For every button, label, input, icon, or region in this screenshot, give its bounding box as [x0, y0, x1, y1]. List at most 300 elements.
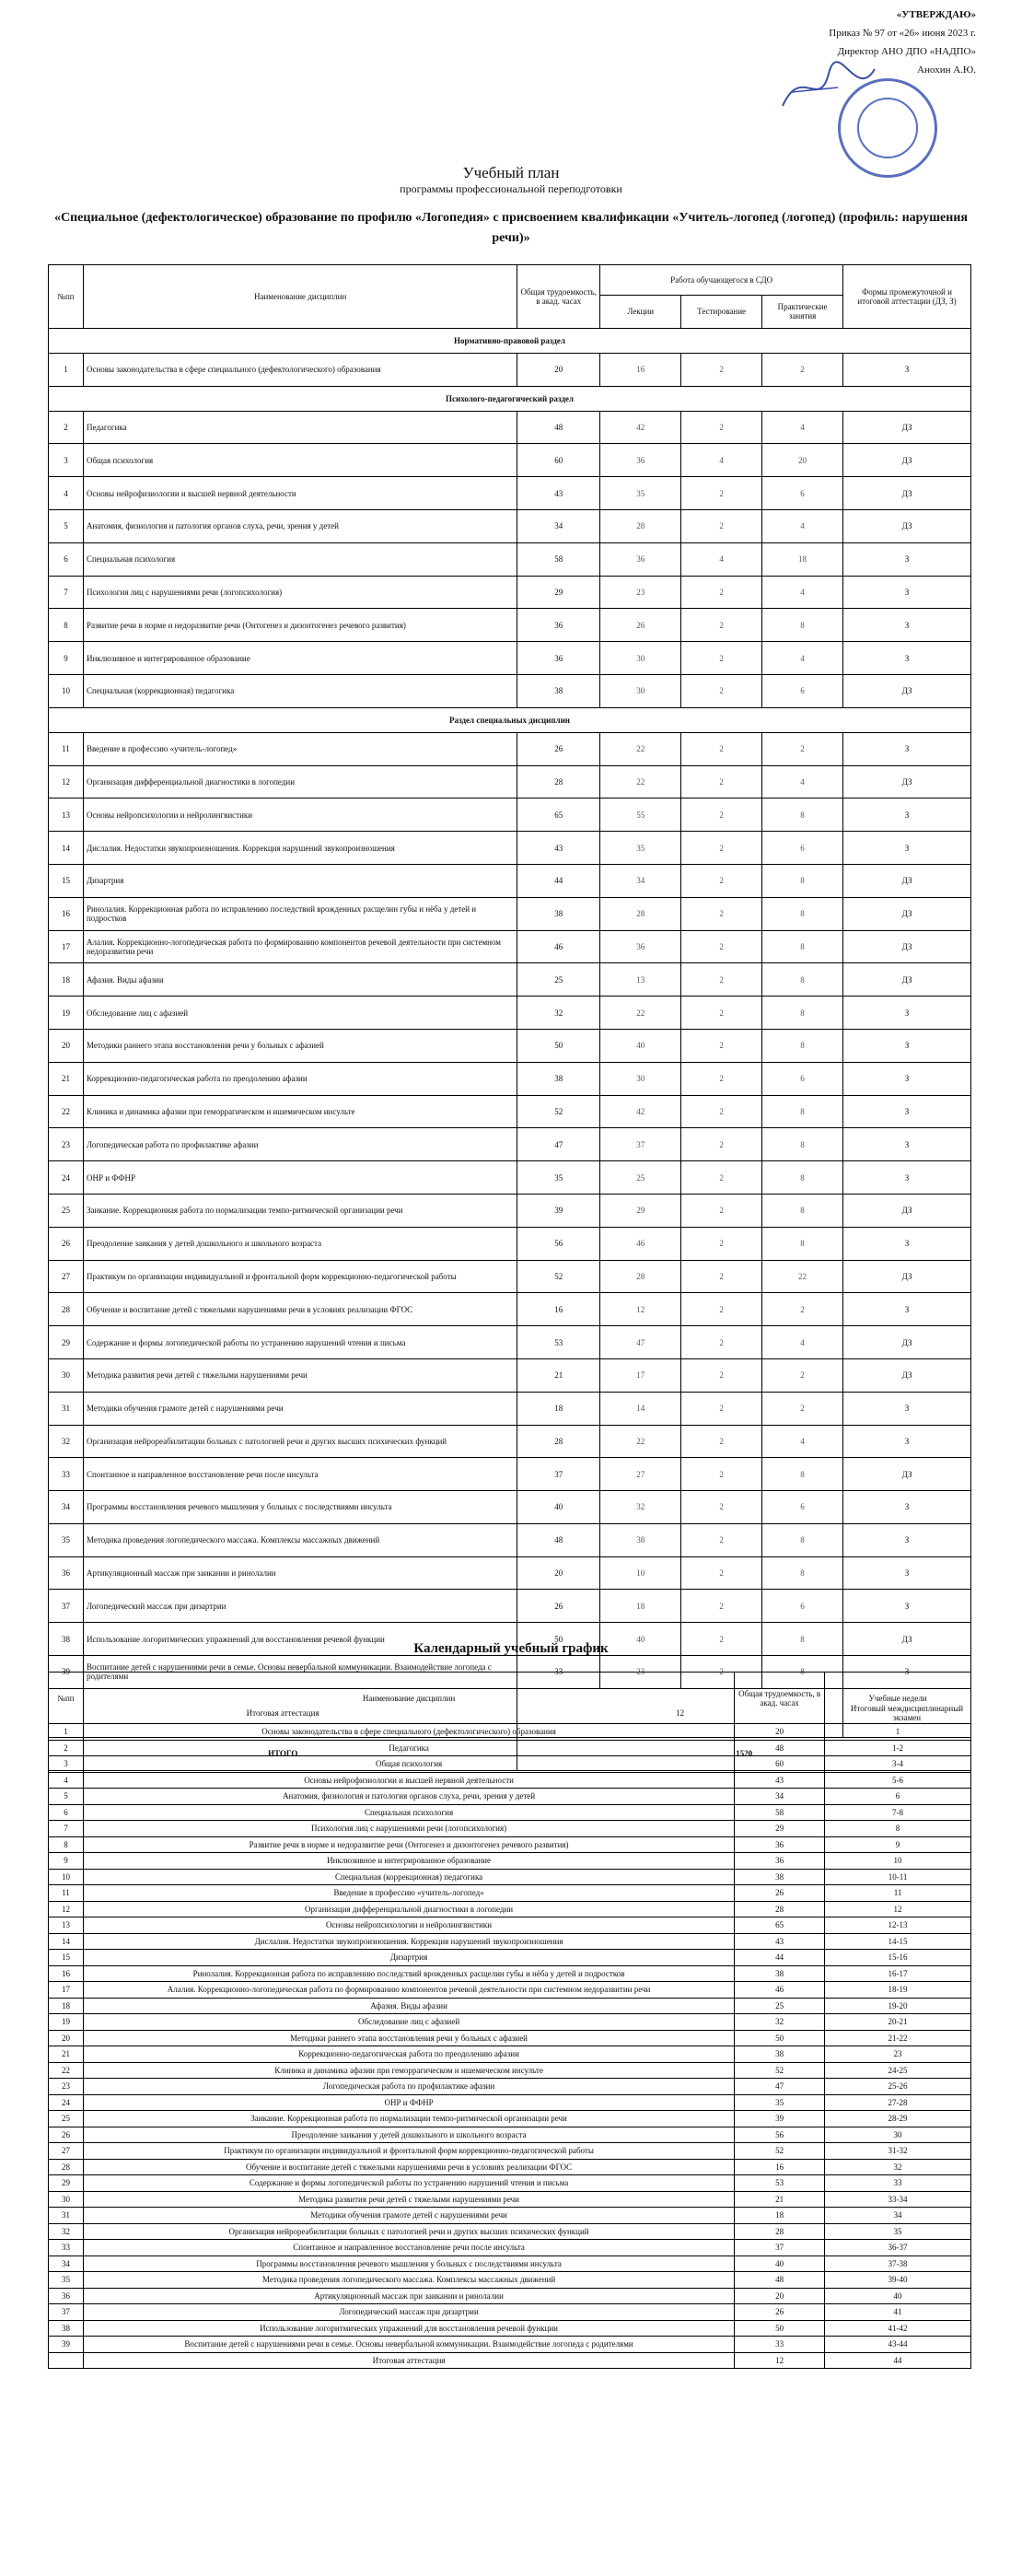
- practice-cell: 6: [762, 674, 843, 707]
- testing-cell: 2: [681, 1128, 762, 1161]
- discipline-name: Содержание и формы логопедической работы по устранению нарушений чтения и письма: [83, 1326, 517, 1359]
- weeks-cell: 8: [825, 1821, 971, 1837]
- header-hours: Общая трудоемкость, в акад. часах: [517, 265, 600, 329]
- lectures-cell: 17: [600, 1358, 681, 1392]
- row-number: 19: [49, 997, 84, 1030]
- discipline-name: Артикуляционный массаж при заикании и ринолалии: [83, 2288, 734, 2304]
- hours-cell: 53: [735, 2175, 825, 2192]
- discipline-name: Основы нейрофизиологии и высшей нервной деятельности: [83, 1772, 734, 1789]
- practice-cell: 18: [762, 542, 843, 576]
- row-number: 21: [49, 1062, 84, 1095]
- table-row: [49, 576, 971, 609]
- discipline-name: Практикум по организации индивидуальной и фронтальной форм коррекционно-педагогической работы: [83, 1260, 517, 1293]
- row-number: 11: [49, 732, 84, 765]
- hours-cell: 38: [735, 2046, 825, 2063]
- lectures-cell: 12: [600, 1293, 681, 1326]
- discipline-name: Дизартрия: [83, 864, 517, 897]
- hours-cell: 36: [735, 1836, 825, 1853]
- weeks-cell: 3-4: [825, 1756, 971, 1773]
- discipline-name: Алалия. Коррекционно-логопедическая работа по формированию компонентов речевой деятельности при системном недоразвитии речи: [83, 930, 517, 963]
- discipline-name: Спонтанное и направленное восстановление речи после инсульта: [83, 1458, 517, 1491]
- weeks-cell: 34: [825, 2208, 971, 2224]
- weeks-cell: 12: [825, 1901, 971, 1917]
- row-number: 32: [49, 1425, 84, 1458]
- practice-cell: 20: [762, 444, 843, 477]
- practice-cell: 8: [762, 1095, 843, 1128]
- table-row: [49, 1590, 971, 1623]
- row-number: 15: [49, 1950, 84, 1966]
- lectures-cell: 25: [600, 1161, 681, 1195]
- practice-cell: 4: [762, 642, 843, 675]
- form-cell: ДЗ: [843, 674, 971, 707]
- hours-cell: 50: [517, 1029, 600, 1062]
- weeks-cell: 11: [825, 1885, 971, 1902]
- testing-cell: 2: [681, 609, 762, 642]
- weeks-cell: 24-25: [825, 2062, 971, 2079]
- hours-cell: 48: [517, 411, 600, 444]
- weeks-cell: 28-29: [825, 2111, 971, 2127]
- table-row: [49, 1392, 971, 1425]
- weeks-cell: 18-19: [825, 1982, 971, 1999]
- discipline-name: Преодоление заикания у детей дошкольного и школьного возраста: [83, 2127, 734, 2143]
- practice-cell: 8: [762, 1556, 843, 1590]
- discipline-name: Заикание. Коррекционная работа по нормализации темпо-ритмической организации речи: [83, 1194, 517, 1227]
- hours-cell: 46: [517, 930, 600, 963]
- weeks-cell: 25-26: [825, 2079, 971, 2095]
- form-cell: ДЗ: [843, 509, 971, 542]
- row-number: 7: [49, 1821, 84, 1837]
- form-cell: З: [843, 1556, 971, 1590]
- table-row: [49, 1260, 971, 1293]
- table-row: [49, 1425, 971, 1458]
- discipline-name: Программы восстановления речевого мышления у больных с последствиями инсульта: [83, 1491, 517, 1524]
- testing-cell: 2: [681, 1556, 762, 1590]
- row-number: 26: [49, 2127, 84, 2143]
- hours-cell: 58: [735, 1804, 825, 1821]
- schedule-row: [49, 1965, 971, 1982]
- table-row: [49, 1227, 971, 1260]
- hours-cell: 58: [517, 542, 600, 576]
- table-row: [49, 930, 971, 963]
- table-row: [49, 1358, 971, 1392]
- schedule-row: [49, 2159, 971, 2175]
- weeks-cell: 7-8: [825, 1804, 971, 1821]
- testing-cell: 2: [681, 997, 762, 1030]
- hours-cell: 16: [735, 2159, 825, 2175]
- total-hours: 1520: [517, 1737, 971, 1770]
- schedule-row: [49, 2352, 971, 2369]
- weeks-cell: 14-15: [825, 1933, 971, 1950]
- discipline-name: Обследование лиц с афазией: [83, 2014, 734, 2031]
- row-number: 3: [49, 1756, 84, 1773]
- hours-cell: 26: [735, 2304, 825, 2321]
- table-row: [49, 732, 971, 765]
- weeks-cell: 10: [825, 1853, 971, 1870]
- hours-cell: 50: [517, 1623, 600, 1656]
- discipline-name: Ринолалия. Коррекционная работа по исправлению последствий врожденных расщелин губы и нёба у детей и подростков: [83, 1965, 734, 1982]
- hours-cell: 65: [735, 1917, 825, 1934]
- row-number: 23: [49, 2079, 84, 2095]
- hours-cell: 29: [517, 576, 600, 609]
- schedule-header-name: Наименование дисциплин: [83, 1673, 734, 1724]
- schedule-row: [49, 2208, 971, 2224]
- row-number: 5: [49, 1789, 84, 1805]
- schedule-row: [49, 1821, 971, 1837]
- lectures-cell: 36: [600, 542, 681, 576]
- weeks-cell: 10-11: [825, 1869, 971, 1885]
- hours-cell: 35: [517, 1161, 600, 1195]
- discipline-name: Развитие речи в норме и недоразвитие речи (Онтогенез и дизонтогенез речевого развития): [83, 1836, 734, 1853]
- table-row: [49, 1128, 971, 1161]
- weeks-cell: 33-34: [825, 2191, 971, 2208]
- hours-cell: 16: [517, 1293, 600, 1326]
- discipline-name: Специальная (коррекционная) педагогика: [83, 1869, 734, 1885]
- row-number: 13: [49, 798, 84, 832]
- practice-cell: 6: [762, 832, 843, 865]
- row-number: 18: [49, 1998, 84, 2014]
- form-cell: З: [843, 1491, 971, 1524]
- practice-cell: 4: [762, 509, 843, 542]
- testing-cell: 2: [681, 1227, 762, 1260]
- form-cell: З: [843, 1062, 971, 1095]
- hours-cell: 43: [517, 832, 600, 865]
- discipline-name: Итоговая аттестация: [83, 2352, 734, 2369]
- testing-cell: 2: [681, 1260, 762, 1293]
- schedule-row: [49, 1740, 971, 1756]
- schedule-row: [49, 1772, 971, 1789]
- testing-cell: 2: [681, 930, 762, 963]
- lectures-cell: 30: [600, 642, 681, 675]
- hours-cell: 43: [517, 477, 600, 510]
- lectures-cell: 36: [600, 444, 681, 477]
- weeks-cell: 12-13: [825, 1917, 971, 1934]
- practice-cell: 2: [762, 1392, 843, 1425]
- table-row: [49, 864, 971, 897]
- weeks-cell: 33: [825, 2175, 971, 2192]
- testing-cell: 2: [681, 1425, 762, 1458]
- lectures-cell: 28: [600, 897, 681, 930]
- discipline-name: Психология лиц с нарушениями речи (логопсихология): [83, 576, 517, 609]
- schedule-row: [49, 1804, 971, 1821]
- hours-cell: 38: [735, 1965, 825, 1982]
- curriculum-table: [48, 264, 971, 1771]
- table-row: [49, 798, 971, 832]
- schedule-row: [49, 2046, 971, 2063]
- row-number: 2: [49, 411, 84, 444]
- lectures-cell: 18: [600, 1590, 681, 1623]
- lectures-cell: 40: [600, 1623, 681, 1656]
- schedule-row: [49, 2304, 971, 2321]
- discipline-name: Заикание. Коррекционная работа по нормализации темпо-ритмической организации речи: [83, 2111, 734, 2127]
- form-cell: З: [843, 1656, 971, 1689]
- testing-cell: 2: [681, 864, 762, 897]
- discipline-name: Клиника и динамика афазии при геморрагическом и ишемическом инсульте: [83, 2062, 734, 2079]
- schedule-title: Календарный учебный график: [413, 1641, 609, 1656]
- discipline-name: Развитие речи в норме и недоразвитие речи (Онтогенез и дизонтогенез речевого развития): [83, 609, 517, 642]
- row-number: 10: [49, 1869, 84, 1885]
- schedule-row: [49, 2320, 971, 2337]
- table-row: [49, 353, 971, 386]
- form-cell: З: [843, 609, 971, 642]
- lectures-cell: 29: [600, 1194, 681, 1227]
- lectures-cell: 28: [600, 1260, 681, 1293]
- form-cell: З: [843, 1095, 971, 1128]
- discipline-name: Методика развития речи детей с тяжелыми нарушениями речи: [83, 1358, 517, 1392]
- form-cell: З: [843, 832, 971, 865]
- program-title: «Специальное (дефектологическое) образование по профилю «Логопедия» с присвоением квалификации «Учитель-логопед (логопед) (профиль: нарушения речи)»: [54, 211, 968, 245]
- discipline-name: Артикуляционный массаж при заикании и ринолалии: [83, 1556, 517, 1590]
- form-cell: ДЗ: [843, 411, 971, 444]
- testing-cell: 2: [681, 509, 762, 542]
- hours-cell: 37: [517, 1458, 600, 1491]
- discipline-name: Методики обучения грамоте детей с нарушениями речи: [83, 2208, 734, 2224]
- lectures-cell: 27: [600, 1458, 681, 1491]
- hours-cell: 44: [735, 1950, 825, 1966]
- testing-cell: 2: [681, 1194, 762, 1227]
- testing-cell: 4: [681, 444, 762, 477]
- testing-cell: 2: [681, 765, 762, 798]
- discipline-name: Организация нейрореабилитации больных с патологией речи и других высших психических функций: [83, 1425, 517, 1458]
- discipline-name: Основы законодательства в сфере специального (дефектологического) образования: [83, 1724, 734, 1741]
- hours-cell: 26: [517, 1590, 600, 1623]
- hours-cell: 44: [517, 864, 600, 897]
- testing-cell: 2: [681, 477, 762, 510]
- plan-title: Учебный план: [462, 164, 560, 181]
- hours-cell: 36: [517, 642, 600, 675]
- header-name: Наименование дисциплин: [83, 265, 517, 329]
- practice-cell: 8: [762, 798, 843, 832]
- discipline-name: Афазия. Виды афазии: [83, 1998, 734, 2014]
- lectures-cell: 40: [600, 1029, 681, 1062]
- form-cell: ДЗ: [843, 1623, 971, 1656]
- testing-cell: 2: [681, 897, 762, 930]
- hours-cell: 34: [735, 1789, 825, 1805]
- table-row: [49, 509, 971, 542]
- table-row: [49, 542, 971, 576]
- schedule-row: [49, 2337, 971, 2353]
- form-cell: З: [843, 1029, 971, 1062]
- testing-cell: 2: [681, 832, 762, 865]
- table-row: [49, 1194, 971, 1227]
- lectures-cell: 42: [600, 1095, 681, 1128]
- section-title: Раздел специальных дисциплин: [49, 707, 971, 732]
- row-number: 39: [49, 1656, 84, 1689]
- form-cell: ДЗ: [843, 1260, 971, 1293]
- form-cell: ДЗ: [843, 864, 971, 897]
- schedule-row: [49, 2175, 971, 2192]
- lectures-cell: 35: [600, 832, 681, 865]
- discipline-name: Преодоление заикания у детей дошкольного и школьного возраста: [83, 1227, 517, 1260]
- discipline-name: Спонтанное и направленное восстановление речи после инсульта: [83, 2240, 734, 2256]
- lectures-cell: 10: [600, 1556, 681, 1590]
- practice-cell: 8: [762, 1128, 843, 1161]
- row-number: 36: [49, 1556, 84, 1590]
- discipline-name: Воспитание детей с нарушениями речи в семье. Основы невербальной коммуникации. Взаимодействие логопеда с родителями: [83, 2337, 734, 2353]
- schedule-row: [49, 2014, 971, 2031]
- practice-cell: 8: [762, 1029, 843, 1062]
- weeks-cell: 6: [825, 1789, 971, 1805]
- discipline-name: Психология лиц с нарушениями речи (логопсихология): [83, 1821, 734, 1837]
- practice-cell: 8: [762, 1458, 843, 1491]
- discipline-name: Организация дифференциальной диагностики в логопедии: [83, 765, 517, 798]
- hours-cell: 29: [735, 1821, 825, 1837]
- row-number: 9: [49, 1853, 84, 1870]
- table-row: [49, 1062, 971, 1095]
- row-number: 1: [49, 353, 84, 386]
- row-number: 34: [49, 1491, 84, 1524]
- discipline-name: Методика проведения логопедического массажа. Комплексы массажных движений: [83, 1523, 517, 1556]
- weeks-cell: 41: [825, 2304, 971, 2321]
- lectures-cell: 23: [600, 576, 681, 609]
- hours-cell: 28: [735, 2223, 825, 2240]
- form-cell: ДЗ: [843, 1194, 971, 1227]
- form-cell: З: [843, 1128, 971, 1161]
- practice-cell: 4: [762, 1326, 843, 1359]
- weeks-cell: 30: [825, 2127, 971, 2143]
- testing-cell: 2: [681, 1523, 762, 1556]
- curriculum-body: [49, 265, 971, 1771]
- form-cell: З: [843, 1392, 971, 1425]
- header-lectures: Лекции: [600, 296, 681, 329]
- discipline-name: Специальная психология: [83, 542, 517, 576]
- practice-cell: 6: [762, 1590, 843, 1623]
- practice-cell: 2: [762, 732, 843, 765]
- schedule-row: [49, 1933, 971, 1950]
- hours-cell: 32: [735, 2014, 825, 2031]
- approval-name: Анохин А.Ю.: [917, 64, 976, 76]
- row-number: 25: [49, 1194, 84, 1227]
- hours-cell: 60: [517, 444, 600, 477]
- form-cell: ДЗ: [843, 444, 971, 477]
- testing-cell: 2: [681, 1491, 762, 1524]
- form-cell: З: [843, 1523, 971, 1556]
- hours-cell: 33: [735, 2337, 825, 2353]
- hours-cell: 40: [517, 1491, 600, 1524]
- form-cell: З: [843, 542, 971, 576]
- lectures-cell: 28: [600, 509, 681, 542]
- practice-cell: 8: [762, 1161, 843, 1195]
- row-number: 28: [49, 2159, 84, 2175]
- testing-cell: 2: [681, 1029, 762, 1062]
- section-row: [49, 707, 971, 732]
- weeks-cell: 39-40: [825, 2272, 971, 2289]
- discipline-name: Специальная (коррекционная) педагогика: [83, 674, 517, 707]
- lectures-cell: 30: [600, 1062, 681, 1095]
- row-number: 30: [49, 1358, 84, 1392]
- practice-cell: 2: [762, 1293, 843, 1326]
- practice-cell: 8: [762, 1523, 843, 1556]
- final-form: Итоговый междисциплинарный экзамен: [843, 1688, 971, 1737]
- schedule-header-row: [49, 1673, 971, 1724]
- discipline-name: Обучение и воспитание детей с тяжелыми нарушениями речи в условиях реализации ФГОС: [83, 2159, 734, 2175]
- row-number: 22: [49, 2062, 84, 2079]
- row-number: 8: [49, 609, 84, 642]
- testing-cell: 2: [681, 732, 762, 765]
- table-row: [49, 1293, 971, 1326]
- schedule-table: [48, 1672, 971, 2369]
- row-number: 4: [49, 1772, 84, 1789]
- testing-cell: 2: [681, 963, 762, 997]
- weeks-cell: 31-32: [825, 2143, 971, 2160]
- testing-cell: 2: [681, 1161, 762, 1195]
- discipline-name: Методики раннего этапа восстановления речи у больных с афазией: [83, 1029, 517, 1062]
- header-work: Работа обучающегося в СДО: [600, 265, 843, 296]
- testing-cell: 2: [681, 1656, 762, 1689]
- lectures-cell: 36: [600, 930, 681, 963]
- lectures-cell: 38: [600, 1523, 681, 1556]
- row-number: 20: [49, 1029, 84, 1062]
- discipline-name: Основы законодательства в сфере специального (дефектологического) образования: [83, 353, 517, 386]
- discipline-name: Общая психология: [83, 444, 517, 477]
- practice-cell: 8: [762, 1227, 843, 1260]
- approval-order: Приказ № 97 от «26» июня 2023 г.: [829, 28, 976, 39]
- practice-cell: 2: [762, 1358, 843, 1392]
- hours-cell: 20: [517, 353, 600, 386]
- row-number: 29: [49, 1326, 84, 1359]
- hours-cell: 50: [735, 2320, 825, 2337]
- testing-cell: 2: [681, 798, 762, 832]
- schedule-row: [49, 1982, 971, 1999]
- schedule-row: [49, 1901, 971, 1917]
- table-row: [49, 997, 971, 1030]
- lectures-cell: 30: [600, 674, 681, 707]
- weeks-cell: 23: [825, 2046, 971, 2063]
- discipline-name: Дислалия. Недостатки звукопроизношения. Коррекция нарушений звукопроизношения: [83, 1933, 734, 1950]
- testing-cell: 2: [681, 1062, 762, 1095]
- row-number: 39: [49, 2337, 84, 2353]
- row-number: 10: [49, 674, 84, 707]
- weeks-cell: 21-22: [825, 2030, 971, 2046]
- form-cell: З: [843, 1293, 971, 1326]
- practice-cell: 8: [762, 997, 843, 1030]
- row-number: 1: [49, 1724, 84, 1741]
- schedule-row: [49, 2288, 971, 2304]
- hours-cell: 32: [517, 997, 600, 1030]
- weeks-cell: 43-44: [825, 2337, 971, 2353]
- discipline-name: Введение в профессию «учитель-логопед»: [83, 1885, 734, 1902]
- discipline-name: ОНР и ФФНР: [83, 1161, 517, 1195]
- practice-cell: 6: [762, 1491, 843, 1524]
- row-number: 16: [49, 1965, 84, 1982]
- row-number: 30: [49, 2191, 84, 2208]
- table-row: [49, 609, 971, 642]
- row-number: 29: [49, 2175, 84, 2192]
- discipline-name: Содержание и формы логопедической работы по устранению нарушений чтения и письма: [83, 2175, 734, 2192]
- hours-cell: 38: [517, 1062, 600, 1095]
- form-cell: З: [843, 576, 971, 609]
- row-number: 31: [49, 2208, 84, 2224]
- table-row: [49, 1523, 971, 1556]
- hours-cell: 25: [517, 963, 600, 997]
- practice-cell: 2: [762, 353, 843, 386]
- lectures-cell: 46: [600, 1227, 681, 1260]
- hours-cell: 47: [517, 1128, 600, 1161]
- table-row: [49, 411, 971, 444]
- discipline-name: Основы нейропсихологии и нейролингвистики: [83, 798, 517, 832]
- row-number: 37: [49, 1590, 84, 1623]
- lectures-cell: 42: [600, 411, 681, 444]
- table-row: [49, 1326, 971, 1359]
- hours-cell: 46: [735, 1982, 825, 1999]
- row-number: 23: [49, 1128, 84, 1161]
- practice-cell: 4: [762, 1425, 843, 1458]
- hours-cell: 47: [735, 2079, 825, 2095]
- hours-cell: 60: [735, 1756, 825, 1773]
- row-number: 12: [49, 1901, 84, 1917]
- hours-cell: 20: [735, 2288, 825, 2304]
- practice-cell: 8: [762, 609, 843, 642]
- hours-cell: 40: [735, 2255, 825, 2272]
